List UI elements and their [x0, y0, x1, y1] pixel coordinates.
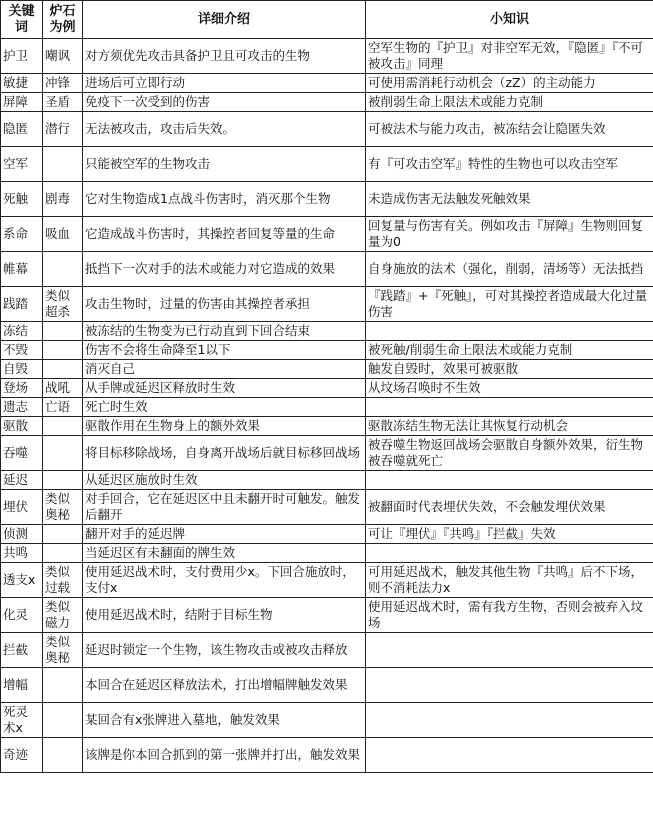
- keyword-cell: 驱散: [1, 417, 43, 436]
- detail-cell: 该牌是你本回合抓到的第一张牌并打出，触发效果: [83, 738, 366, 773]
- table-row: [1, 525, 653, 544]
- table-row: [1, 563, 653, 598]
- detail-cell: 延迟时锁定一个生物，该生物攻击或被攻击释放: [83, 633, 366, 668]
- example-cell: [43, 703, 83, 738]
- header-row: [1, 1, 653, 39]
- tip-cell: 被翻面时代表埋伏失效，不会触发埋伏效果: [366, 490, 653, 525]
- example-cell: 战吼: [43, 379, 83, 398]
- keyword-cell: 冻结: [1, 322, 43, 341]
- table-row: [1, 252, 653, 287]
- table-row: [1, 341, 653, 360]
- table-row: [1, 668, 653, 703]
- example-cell: 嘲讽: [43, 39, 83, 74]
- detail-cell: 它对生物造成1点战斗伤害时，消灭那个生物: [83, 182, 366, 217]
- tip-cell: 自身施放的法术（强化，削弱，清场等）无法抵挡: [366, 252, 653, 287]
- detail-cell: 只能被空军的生物攻击: [83, 147, 366, 182]
- detail-cell: 本回合在延迟区释放法术，打出增幅牌触发效果: [83, 668, 366, 703]
- detail-cell: 抵挡下一次对手的法术或能力对它造成的效果: [83, 252, 366, 287]
- tip-cell: 从坟场召唤时不生效: [366, 379, 653, 398]
- table-row: [1, 182, 653, 217]
- detail-cell: 免疫下一次受到的伤害: [83, 93, 366, 112]
- detail-cell: 当延迟区有未翻面的牌生效: [83, 544, 366, 563]
- example-cell: [43, 360, 83, 379]
- table-row: [1, 598, 653, 633]
- table-row: [1, 39, 653, 74]
- table-row: [1, 287, 653, 322]
- tip-cell: 可用延迟战术，触发其他生物『共鸣』后不下场，则不消耗法力x: [366, 563, 653, 598]
- keyword-cell: 登场: [1, 379, 43, 398]
- detail-cell: 无法被攻击，攻击后失效。: [83, 112, 366, 147]
- keyword-cell: 死触: [1, 182, 43, 217]
- keyword-cell: 透支x: [1, 563, 43, 598]
- table-row: [1, 74, 653, 93]
- tip-cell: 被吞噬生物返回战场会驱散自身额外效果，衍生物被吞噬就死亡: [366, 436, 653, 471]
- tip-cell: [366, 544, 653, 563]
- keyword-cell: 死灵术x: [1, 703, 43, 738]
- tip-cell: 回复量与伤害有关。例如攻击『屏障』生物则回复量为0: [366, 217, 653, 252]
- keyword-cell: 吞噬: [1, 436, 43, 471]
- example-cell: [43, 322, 83, 341]
- keyword-cell: 增幅: [1, 668, 43, 703]
- keyword-cell: 隐匿: [1, 112, 43, 147]
- detail-cell: 从手牌或延迟区释放时生效: [83, 379, 366, 398]
- tip-cell: 可被法术与能力攻击，被冻结会让隐匿失效: [366, 112, 653, 147]
- tip-cell: [366, 471, 653, 490]
- tip-cell: 可让『埋伏』『共鸣』『拦截』失效: [366, 525, 653, 544]
- header-detail: 详细介绍: [83, 1, 366, 39]
- keyword-cell: 护卫: [1, 39, 43, 74]
- example-cell: [43, 341, 83, 360]
- tip-cell: 被削弱生命上限法术或能力克制: [366, 93, 653, 112]
- example-cell: [43, 738, 83, 773]
- table-row: [1, 93, 653, 112]
- table-row: [1, 379, 653, 398]
- example-cell: [43, 436, 83, 471]
- table-row: [1, 147, 653, 182]
- tip-cell: 被死触/削弱生命上限法术或能力克制: [366, 341, 653, 360]
- detail-cell: 被冻结的生物变为已行动直到下回合结束: [83, 322, 366, 341]
- detail-cell: 进场后可立即行动: [83, 74, 366, 93]
- detail-cell: 攻击生物时，过量的伤害由其操控者承担: [83, 287, 366, 322]
- keyword-cell: 空军: [1, 147, 43, 182]
- table-row: [1, 217, 653, 252]
- table-row: [1, 360, 653, 379]
- example-cell: 冲锋: [43, 74, 83, 93]
- table-row: [1, 490, 653, 525]
- tip-cell: 可使用需消耗行动机会（zZ）的主动能力: [366, 74, 653, 93]
- tip-cell: 空军生物的『护卫』对非空军无效，『隐匿』『不可被攻击』同理: [366, 39, 653, 74]
- keyword-cell: 拦截: [1, 633, 43, 668]
- example-cell: [43, 417, 83, 436]
- example-cell: [43, 252, 83, 287]
- example-cell: 类似过载: [43, 563, 83, 598]
- table-row: [1, 471, 653, 490]
- detail-cell: 它造成战斗伤害时，其操控者回复等量的生命: [83, 217, 366, 252]
- example-cell: 类似奥秘: [43, 490, 83, 525]
- detail-cell: 使用延迟战术时，支付费用少x。下回合施放时，支付x: [83, 563, 366, 598]
- detail-cell: 消灭自己: [83, 360, 366, 379]
- example-cell: [43, 471, 83, 490]
- example-cell: 亡语: [43, 398, 83, 417]
- header-keyword: 关键词: [1, 1, 43, 39]
- detail-cell: 对手回合，它在延迟区中且未翻开时可触发。触发后翻开: [83, 490, 366, 525]
- detail-cell: 使用延迟战术时，结附于目标生物: [83, 598, 366, 633]
- detail-cell: 翻开对手的延迟牌: [83, 525, 366, 544]
- keyword-cell: 自毁: [1, 360, 43, 379]
- tip-cell: [366, 633, 653, 668]
- table-row: [1, 738, 653, 773]
- keyword-cell: 敏捷: [1, 74, 43, 93]
- example-cell: 吸血: [43, 217, 83, 252]
- detail-cell: 伤害不会将生命降至1以下: [83, 341, 366, 360]
- table-row: [1, 703, 653, 738]
- keyword-cell: 共鸣: [1, 544, 43, 563]
- tip-cell: 驱散冻结生物无法让其恢复行动机会: [366, 417, 653, 436]
- header-tip: 小知识: [366, 1, 653, 39]
- keyword-cell: 系命: [1, 217, 43, 252]
- table-row: [1, 112, 653, 147]
- keyword-cell: 侦测: [1, 525, 43, 544]
- example-cell: 类似超杀: [43, 287, 83, 322]
- table-row: [1, 544, 653, 563]
- table-row: [1, 633, 653, 668]
- keyword-cell: 化灵: [1, 598, 43, 633]
- tip-cell: [366, 398, 653, 417]
- detail-cell: 从延迟区施放时生效: [83, 471, 366, 490]
- example-cell: [43, 668, 83, 703]
- example-cell: [43, 544, 83, 563]
- example-cell: [43, 525, 83, 544]
- keyword-cell: 屏障: [1, 93, 43, 112]
- example-cell: 类似磁力: [43, 598, 83, 633]
- example-cell: 剧毒: [43, 182, 83, 217]
- detail-cell: 将目标移除战场，自身离开战场后就目标移回战场: [83, 436, 366, 471]
- tip-cell: [366, 668, 653, 703]
- keyword-cell: 奇迹: [1, 738, 43, 773]
- tip-cell: 使用延迟战术时，需有我方生物，否则会被弃入坟场: [366, 598, 653, 633]
- tip-cell: 触发自毁时，效果可被驱散: [366, 360, 653, 379]
- tip-cell: [366, 322, 653, 341]
- table-row: [1, 398, 653, 417]
- tip-cell: 『践踏』+『死触』，可对其操控者造成最大化过量伤害: [366, 287, 653, 322]
- example-cell: 潜行: [43, 112, 83, 147]
- detail-cell: 某回合有x张牌进入墓地，触发效果: [83, 703, 366, 738]
- header-example: 炉石为例: [43, 1, 83, 39]
- example-cell: 类似奥秘: [43, 633, 83, 668]
- keyword-cell: 践踏: [1, 287, 43, 322]
- tip-cell: [366, 703, 653, 738]
- example-cell: [43, 147, 83, 182]
- tip-cell: 有『可攻击空军』特性的生物也可以攻击空军: [366, 147, 653, 182]
- example-cell: 圣盾: [43, 93, 83, 112]
- tip-cell: 未造成伤害无法触发死触效果: [366, 182, 653, 217]
- keyword-cell: 埋伏: [1, 490, 43, 525]
- detail-cell: 对方须优先攻击具备护卫且可攻击的生物: [83, 39, 366, 74]
- tip-cell: [366, 738, 653, 773]
- table-row: [1, 322, 653, 341]
- table-row: [1, 417, 653, 436]
- table-row: [1, 436, 653, 471]
- keyword-cell: 不毁: [1, 341, 43, 360]
- detail-cell: 驱散作用在生物身上的额外效果: [83, 417, 366, 436]
- keyword-cell: 帷幕: [1, 252, 43, 287]
- keyword-cell: 延迟: [1, 471, 43, 490]
- detail-cell: 死亡时生效: [83, 398, 366, 417]
- keyword-cell: 遗志: [1, 398, 43, 417]
